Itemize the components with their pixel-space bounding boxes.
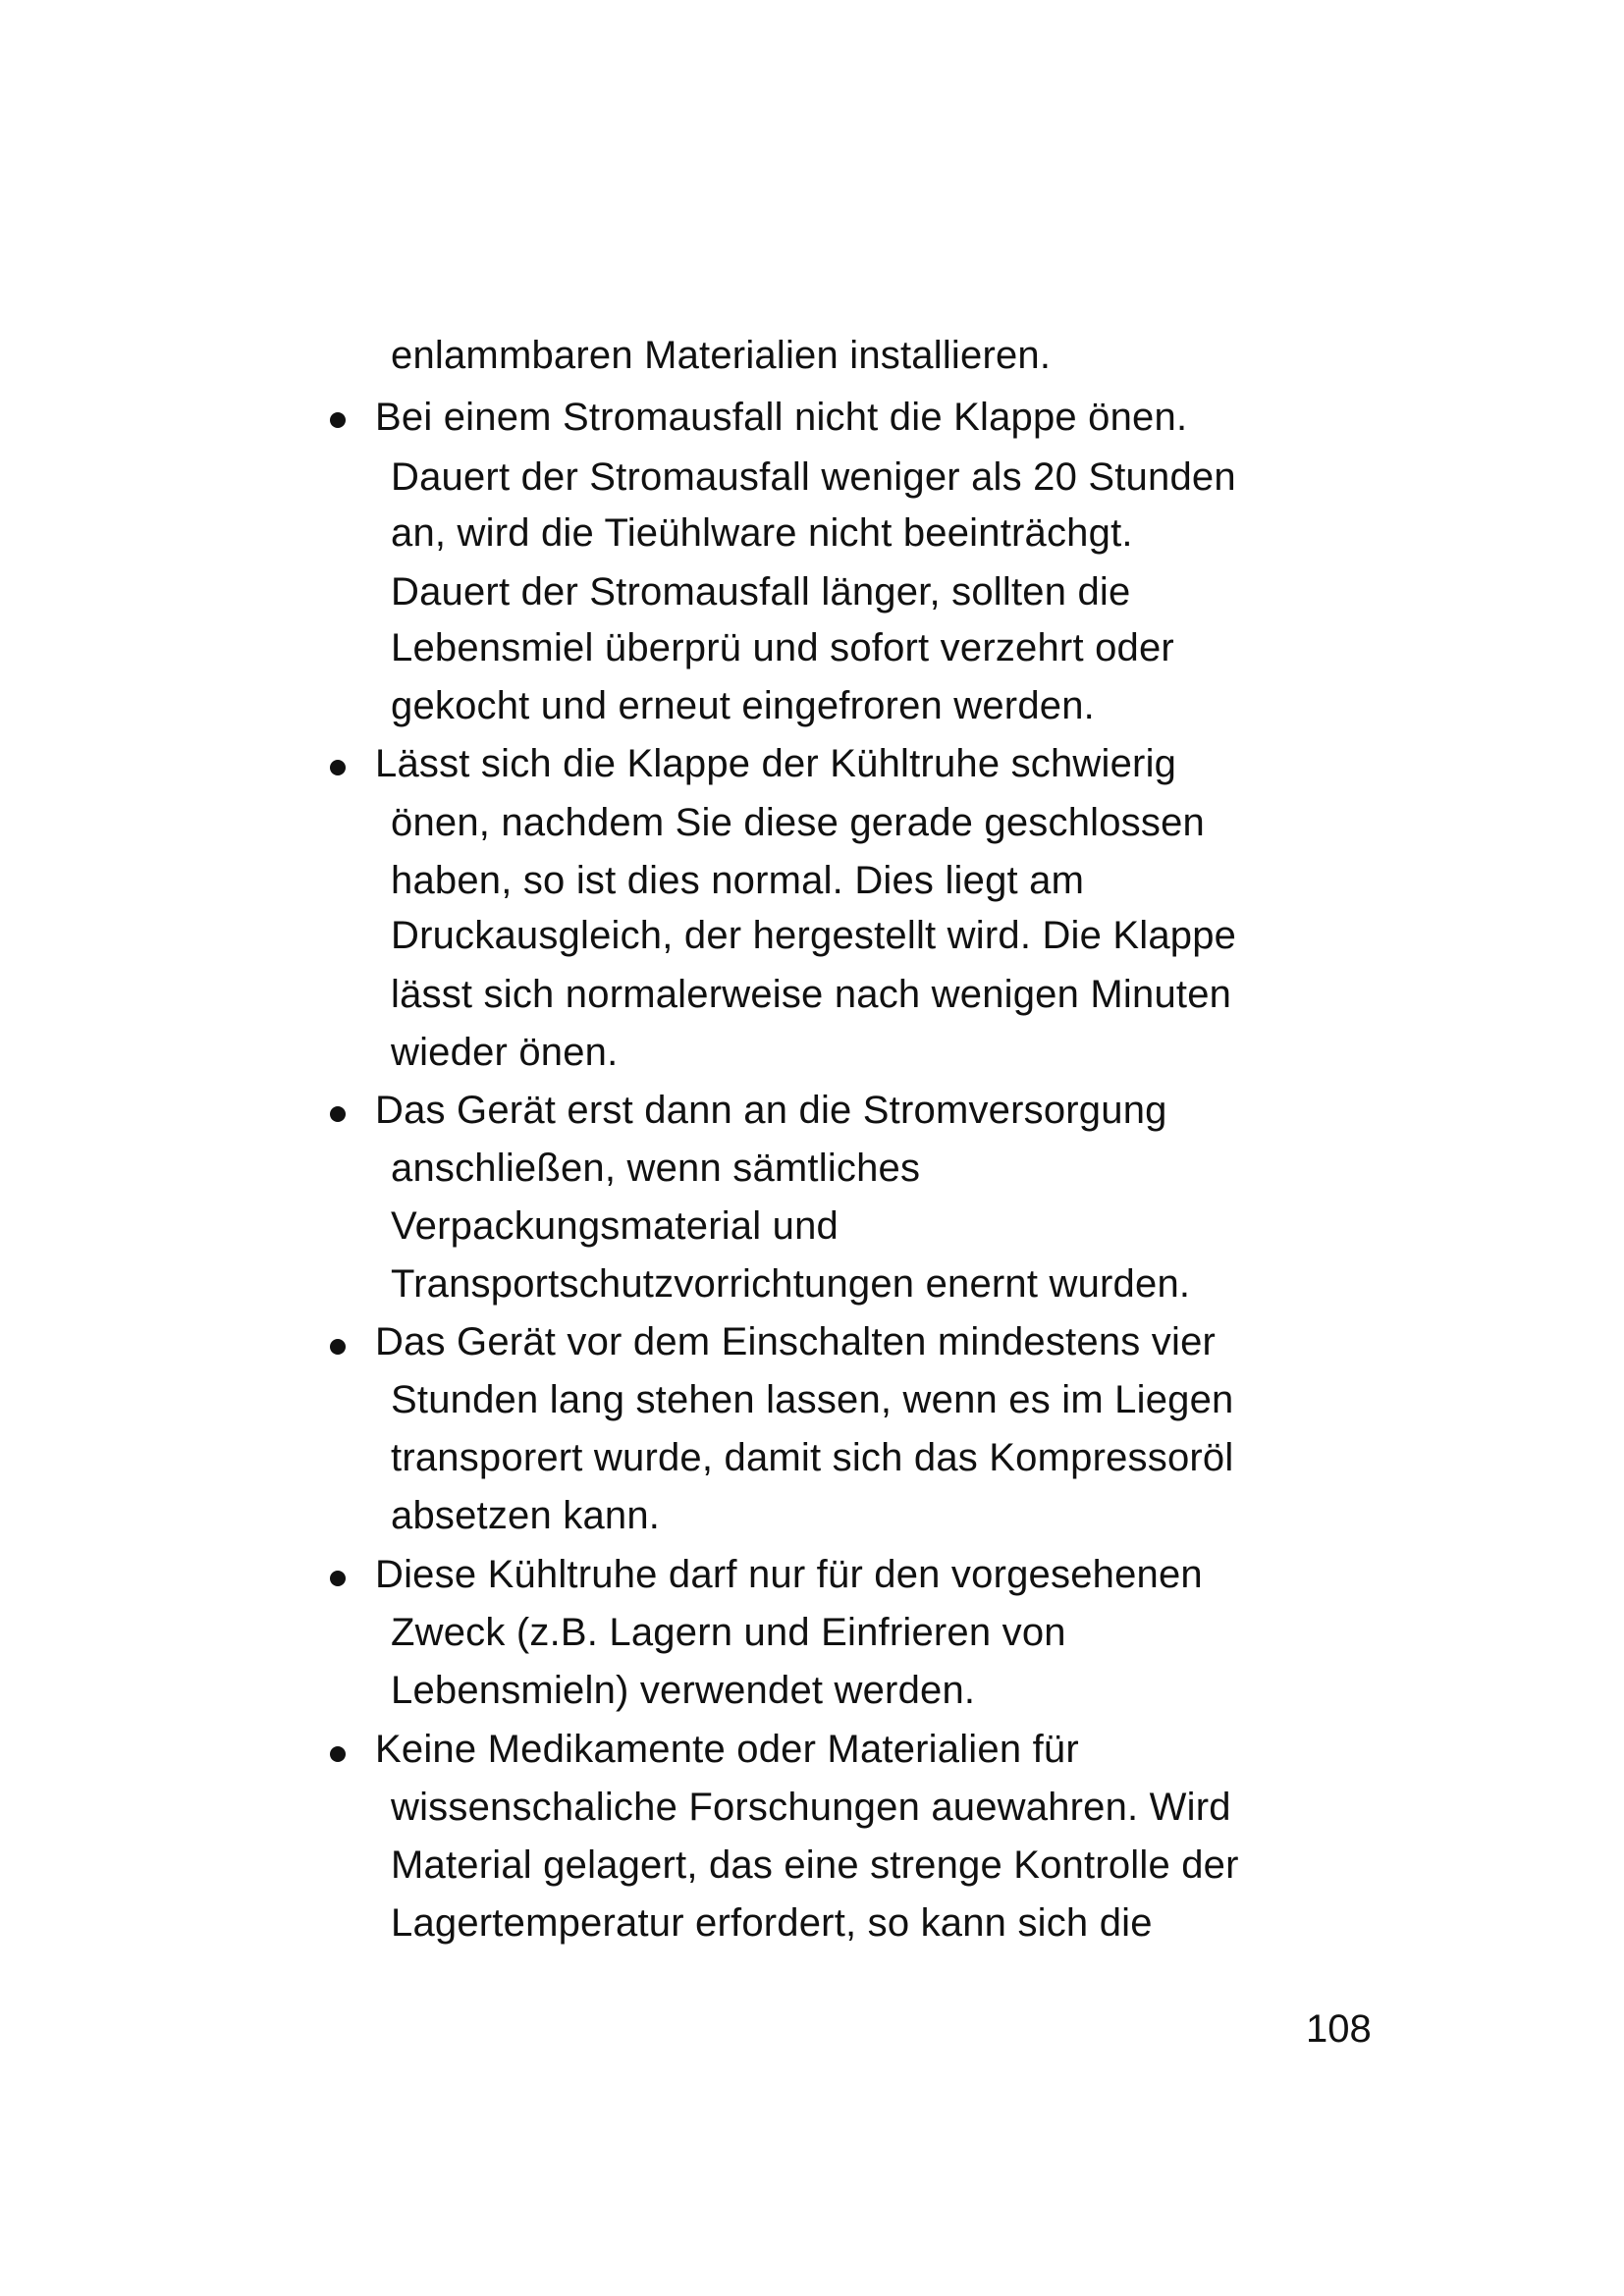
item-line: Lebensmiel überprü und sofort verzehrt oder bbox=[391, 626, 1174, 669]
bullet-icon bbox=[330, 1571, 346, 1586]
item-line: Bei einem Stromausfall nicht die Klappe önen. bbox=[375, 396, 1188, 439]
item-line: Transportschutzvorrichtungen enernt wurden. bbox=[391, 1262, 1191, 1306]
item-line: transporert wurde, damit sich das Kompressoröl bbox=[391, 1436, 1234, 1479]
item-line: Lässt sich die Klappe der Kühltruhe schwierig bbox=[375, 742, 1177, 785]
item-line: Dauert der Stromausfall weniger als 20 Stunden bbox=[391, 455, 1236, 499]
item-line: lässt sich normalerweise nach wenigen Minuten bbox=[391, 973, 1232, 1016]
item-line: anschließen, wenn sämtliches bbox=[391, 1147, 921, 1190]
item-line: wieder önen. bbox=[391, 1031, 619, 1074]
item-line: Diese Kühltruhe darf nur für den vorgesehenen bbox=[375, 1553, 1203, 1596]
item-line: absetzen kann. bbox=[391, 1494, 661, 1537]
continuation-line: enlammbaren Materialien installieren. bbox=[391, 334, 1052, 377]
bullet-icon bbox=[330, 760, 346, 775]
item-line: Das Gerät vor dem Einschalten mindestens vier bbox=[375, 1320, 1217, 1363]
item-line: Lagertemperatur erfordert, so kann sich die bbox=[391, 1901, 1153, 1945]
page-number: 108 bbox=[1306, 2007, 1372, 2051]
bullet-icon bbox=[330, 1339, 346, 1355]
item-line: Stunden lang stehen lassen, wenn es im Liegen bbox=[391, 1378, 1234, 1421]
item-line: Keine Medikamente oder Materialien für bbox=[375, 1728, 1079, 1771]
item-line: gekocht und erneut eingefroren werden. bbox=[391, 684, 1095, 727]
item-line: Druckausgleich, der hergestellt wird. Die Klappe bbox=[391, 914, 1237, 957]
item-line: wissenschaliche Forschungen auewahren. Wird bbox=[391, 1786, 1231, 1829]
item-line: Verpackungsmaterial und bbox=[391, 1204, 839, 1248]
bullet-icon bbox=[330, 1106, 346, 1122]
item-line: Zweck (z.B. Lagern und Einfrieren von bbox=[391, 1611, 1066, 1654]
bullet-icon bbox=[330, 1746, 346, 1762]
item-line: önen, nachdem Sie diese gerade geschlossen bbox=[391, 801, 1205, 844]
item-line: haben, so ist dies normal. Dies liegt am bbox=[391, 859, 1085, 902]
bullet-icon bbox=[330, 412, 346, 428]
item-line: Material gelagert, das eine strenge Kontrolle der bbox=[391, 1843, 1239, 1887]
item-line: an, wird die Tieühlware nicht beeinträchgt. bbox=[391, 511, 1133, 555]
item-line: Lebensmieln) verwendet werden. bbox=[391, 1669, 976, 1712]
item-line: Das Gerät erst dann an die Stromversorgung bbox=[375, 1089, 1167, 1132]
item-line: Dauert der Stromausfall länger, sollten die bbox=[391, 570, 1131, 614]
